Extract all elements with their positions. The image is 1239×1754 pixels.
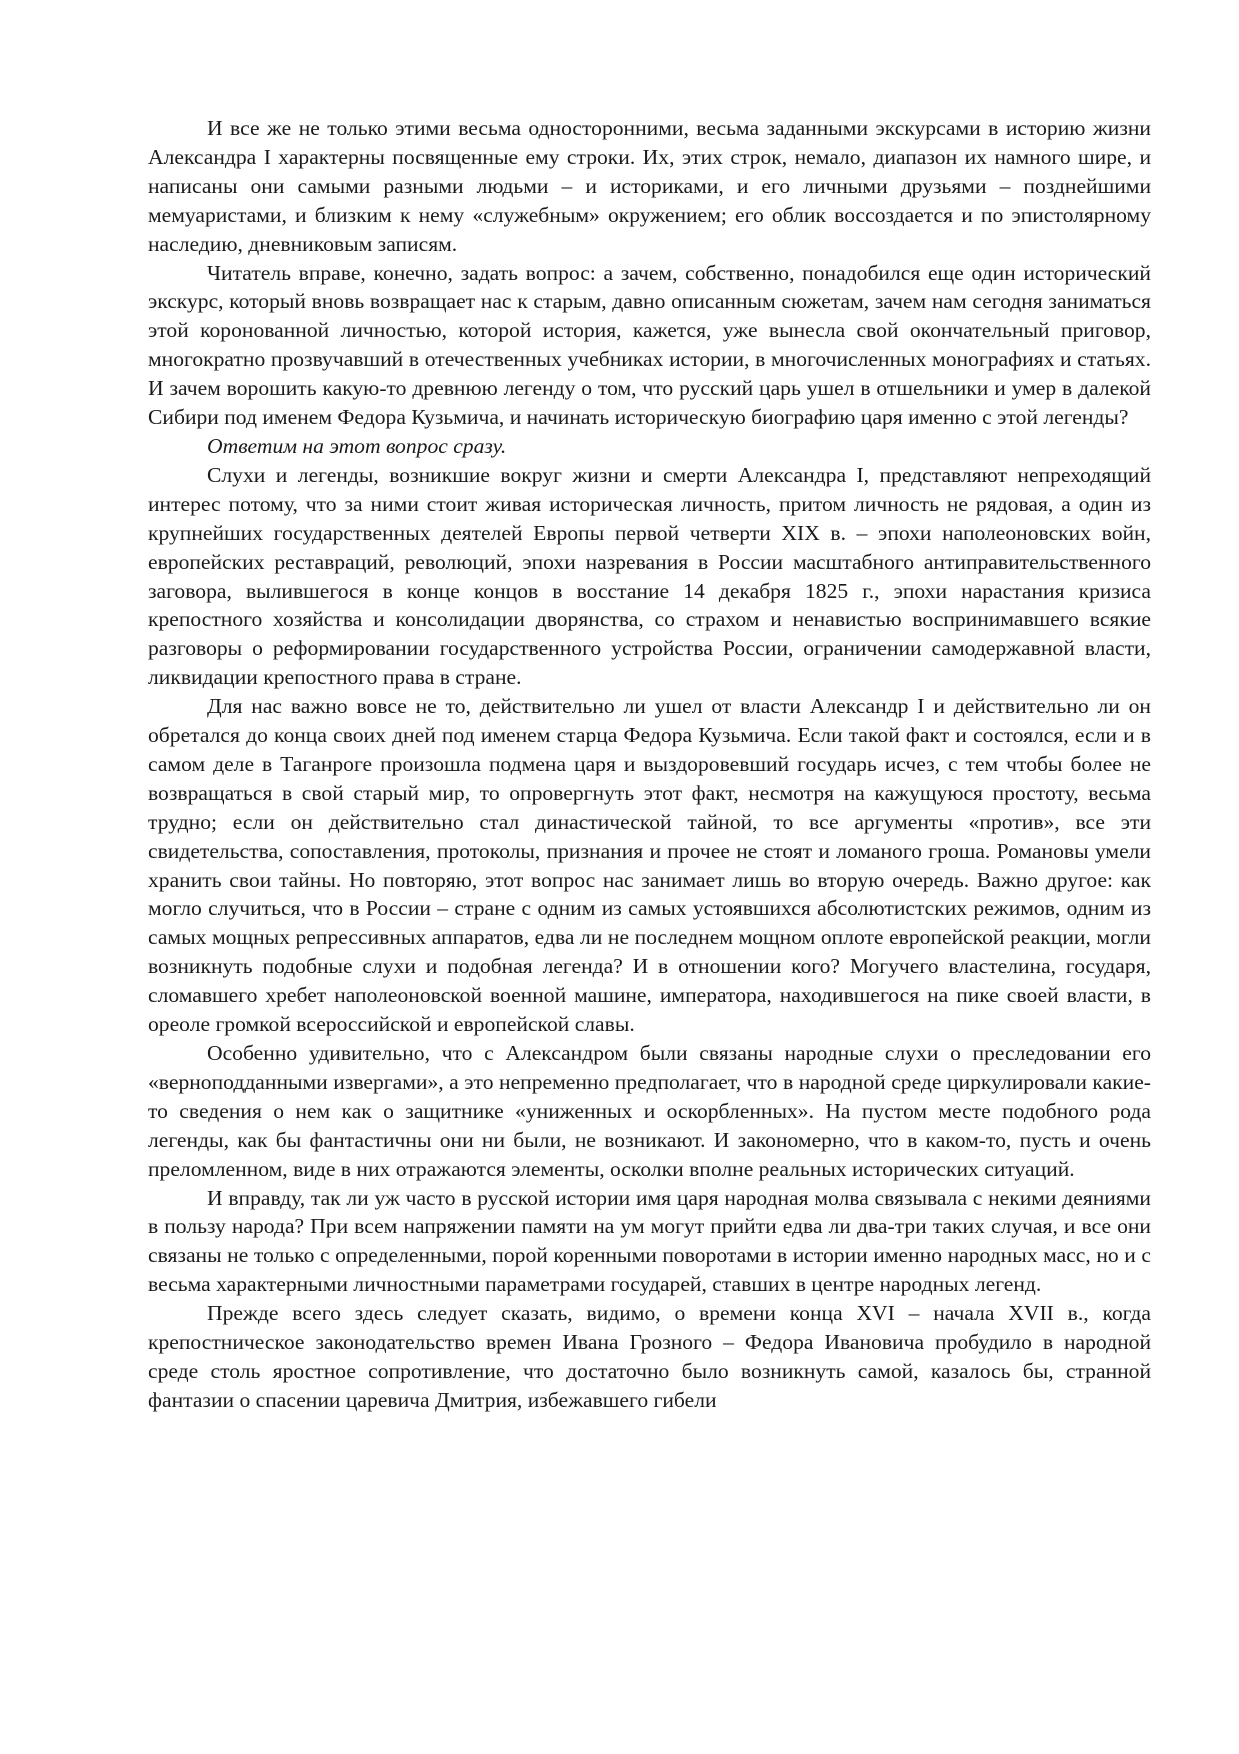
paragraph: Для нас важно вовсе не то, действительно ли ушел от власти Александр I и действительно ли он обретался до конца своих дней под именем старца Федора Кузьмича. Если такой факт и состоялся, если и в самом деле в Таганроге произошла подмена царя и выздоровевший государь исчез, с тем чтобы более не возвращаться в свой старый мир, то опровергнуть этот факт, несмотря на кажущуюся простоту, весьма трудно; если он действительно стал династической тайной, то все аргументы «против», все эти свидетельства, сопоставления, протоколы, признания и прочее не стоят и ломаного гроша. Романовы умели хранить свои тайны. Но повторяю, этот вопрос нас занимает лишь во вторую очередь. Важно другое: как могло случиться, что в России – стране с одним из самых устоявшихся абсолютистских режимов, одним из самых мощных репрессивных аппаратов, едва ли не последнем мощном оплоте европейской реакции, могли возникнуть подобные слухи и подобная легенда? И в отношении кого? Могучего властелина, государя, сломавшего хребет наполеоновской военной машине, императора, находившегося на пике своей власти, в ореоле громкой всероссийской и европейской славы.	[148, 694, 1151, 1037]
paragraph: И вправду, так ли уж часто в русской истории имя царя народная молва связывала с некими деяниями в пользу народа? При всем напряжении памяти на ум могут прийти едва ли два-три таких случая, и все они связаны не только с определенными, порой коренными поворотами в истории именно народных масс, но и с весьма характерными личностными параметрами государей, ставших в центре народных легенд.	[148, 1185, 1151, 1297]
paragraph: Особенно удивительно, что с Александром были связаны народные слухи о преследовании его «верноподданными извергами», а это непременно предполагает, что в народной среде циркулировали какие-то сведения о нем как о защитнике «униженных и оскорбленных». На пустом месте подобного рода легенды, как бы фантастичны они ни были, не возникают. И закономерно, что в каком-то, пусть и очень преломленном, виде в них отражаются элементы, осколки вполне реальных исторических ситуаций.	[148, 1041, 1151, 1181]
paragraph: Слухи и легенды, возникшие вокруг жизни и смерти Александра I, представляют непреходящий интерес потому, что за ними стоит живая историческая личность, притом личность не рядовая, а один из крупнейших государственных деятелей Европы первой четверти XIX в. – эпохи наполеоновских войн, европейских реставраций, революций, эпохи назревания в России масштабного антиправительственного заговора, вылившегося в конце концов в восстание 14 декабря 1825 г., эпохи нарастания кризиса крепостного хозяйства и консолидации дворянства, со страхом и ненавистью воспринимавшего всякие разговоры о реформировании государственного устройства России, ограничении самодержавной власти, ликвидации крепостного права в стране.	[148, 462, 1151, 690]
paragraph: И все же не только этими весьма односторонними, весьма заданными экскурсами в историю жизни Александра I характерны посвященные ему строки. Их, этих строк, немало, диапазон их намного шире, и написаны они самыми разными людьми – и историками, и его личными друзьями – позднейшими мемуаристами, и близким к нему «служебным» окружением; его облик воссоздается и по эпистолярному наследию, дневниковым записям.	[148, 116, 1151, 256]
paragraph: Читатель вправе, конечно, задать вопрос: а зачем, собственно, понадобился еще один исторический экскурс, который вновь возвращает нас к старым, давно описанным сюжетам, зачем нам сегодня заниматься этой коронованной личностью, которой история, кажется, уже вынесла свой окончательный приговор, многократно прозвучавший в отечественных учебниках истории, в многочисленных монографиях и статьях. И зачем ворошить какую-то древнюю легенду о том, что русский царь ушел в отшельники и умер в далекой Сибири под именем Федора Кузьмича, и начинать историческую биографию царя именно с этой легенды?	[148, 260, 1151, 430]
paragraph-italic: Ответим на этот вопрос сразу.	[207, 433, 507, 458]
paragraph: Прежде всего здесь следует сказать, видимо, о времени конца XVI – начала XVII в., когда крепостническое законодательство времен Ивана Грозного – Федора Ивановича пробудило в народной среде столь яростное сопротивление, что достаточно было возникнуть самой, казалось бы, странной фантазии о спасении царевича Дмитрия, избежавшего гибели	[148, 1301, 1151, 1412]
document-page	[148, 114, 1151, 1415]
